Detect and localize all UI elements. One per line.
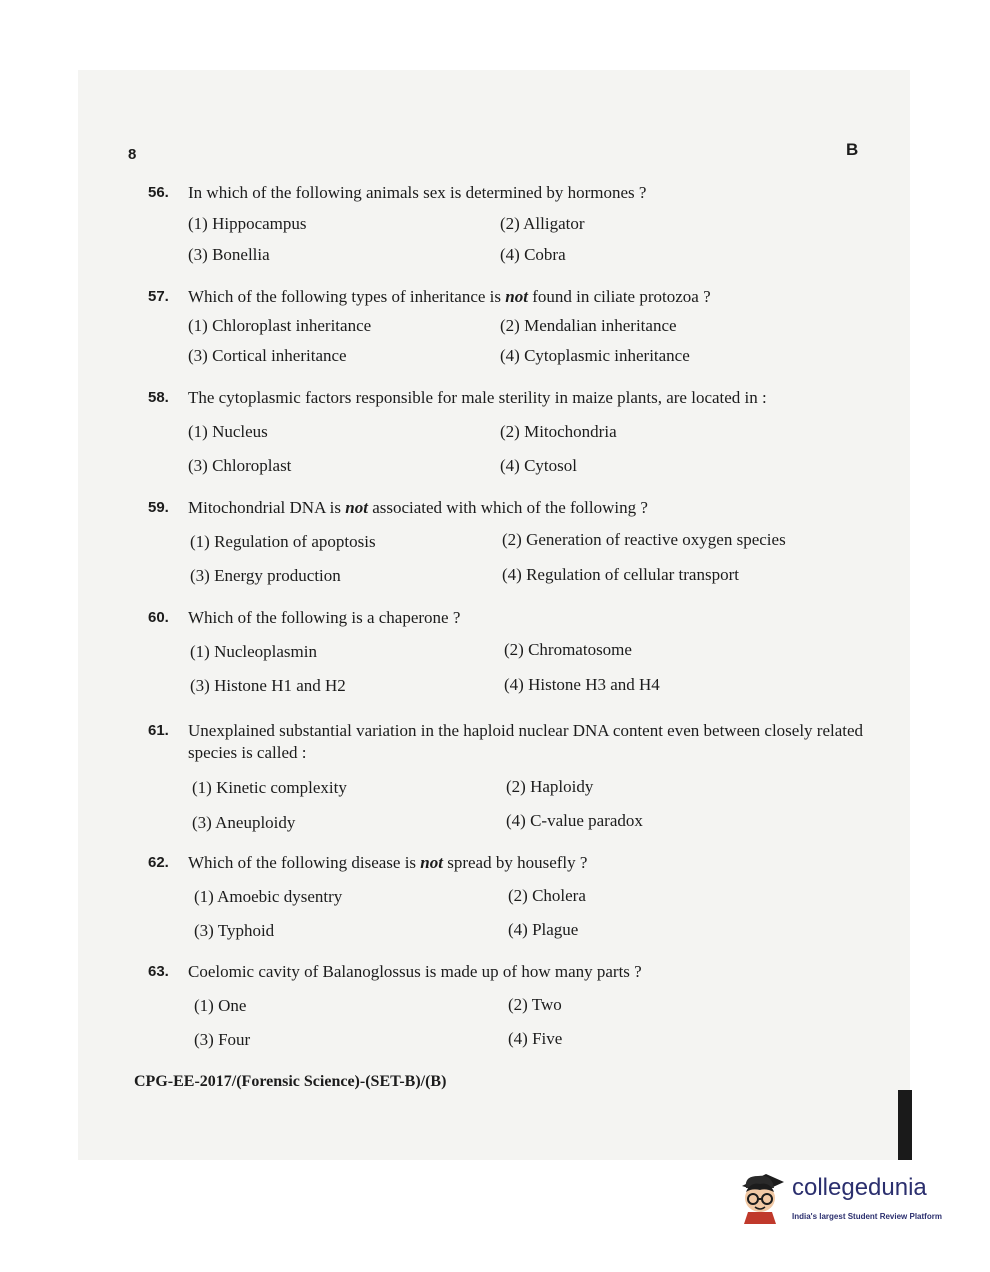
option-list [188,764,868,834]
option-4: (4) Plague [508,920,579,939]
option-1: (1) Chloroplast inheritance [188,316,372,335]
scan-edge-shadow [898,1090,912,1160]
question-59 [148,497,868,589]
question-number: 58. [148,389,169,406]
option-list [188,409,868,479]
question-number: 60. [148,609,169,626]
option-list [188,983,868,1053]
set-letter: B [846,140,859,159]
collegedunia-watermark [736,1166,966,1230]
option-2: (2) Chromatosome [504,640,632,659]
option-2: (2) Mitochondria [500,422,617,441]
option-3: (3) Chloroplast [188,456,292,475]
page-number: 8 [128,146,137,163]
option-1: (1) Kinetic complexity [192,778,347,797]
option-3: (3) Aneuploidy [192,813,296,832]
option-1: (1) Nucleus [188,422,268,441]
option-3: (3) Typhoid [194,921,275,940]
option-1: (1) Nucleoplasmin [190,642,317,661]
option-2: (2) Mendalian inheritance [500,316,677,335]
question-58 [148,387,868,479]
option-list [188,204,868,270]
option-list [188,519,868,589]
option-2: (2) Cholera [508,886,586,905]
option-2: (2) Two [508,995,562,1014]
question-number: 56. [148,184,169,201]
paper-code-footer: CPG-EE-2017/(Forensic Science)-(SET-B)/(B) [134,1073,447,1090]
question-text: Coelomic cavity of Balanoglossus is made up of how many parts ? [188,962,642,981]
brand-tagline: India's largest Student Review Platform [792,1212,942,1221]
question-61 [148,720,868,834]
option-4: (4) Five [508,1029,563,1048]
option-2: (2) Generation of reactive oxygen species [502,530,786,549]
question-text: Which of the following is a chaperone ? [188,608,461,627]
question-number: 63. [148,963,169,980]
option-4: (4) Cytoplasmic inheritance [500,346,690,365]
question-text: The cytoplasmic factors responsible for male sterility in maize plants, are located in : [188,388,767,407]
option-4: (4) Regulation of cellular transport [502,565,739,584]
question-number: 62. [148,854,169,871]
option-4: (4) Cytosol [500,456,577,475]
option-1: (1) Amoebic dysentry [194,887,343,906]
option-1: (1) Hippocampus [188,214,307,233]
option-list [188,629,868,699]
option-2: (2) Alligator [500,214,585,233]
brand-wordmark: collegedunia [792,1174,927,1201]
question-number: 57. [148,288,169,305]
option-list [188,308,868,374]
question-text: Which of the following types of inheritance is not found in ciliate protozoa ? [188,287,711,306]
option-1: (1) One [194,996,247,1015]
option-3: (3) Energy production [190,566,341,585]
question-text: In which of the following animals sex is determined by hormones ? [188,183,647,202]
question-number: 61. [148,722,169,739]
question-63 [148,961,868,1053]
option-2: (2) Haploidy [506,777,594,796]
question-57 [148,286,868,374]
option-3: (3) Bonellia [188,245,270,264]
option-4: (4) Histone H3 and H4 [504,675,660,694]
option-3: (3) Four [194,1030,251,1049]
option-3: (3) Cortical inheritance [188,346,347,365]
question-text: Which of the following disease is not spread by housefly ? [188,853,588,872]
student-mascot-icon [736,1168,786,1224]
question-56 [148,182,868,270]
option-4: (4) Cobra [500,245,566,264]
question-text: Mitochondrial DNA is not associated with which of the following ? [188,498,648,517]
option-list [188,874,868,944]
question-62 [148,852,868,944]
option-4: (4) C-value paradox [506,811,643,830]
question-text: Unexplained substantial variation in the haploid nuclear DNA content even between closely related species is called : [188,721,864,762]
question-number: 59. [148,499,169,516]
option-3: (3) Histone H1 and H2 [190,676,346,695]
question-60 [148,607,868,699]
option-1: (1) Regulation of apoptosis [190,532,376,551]
